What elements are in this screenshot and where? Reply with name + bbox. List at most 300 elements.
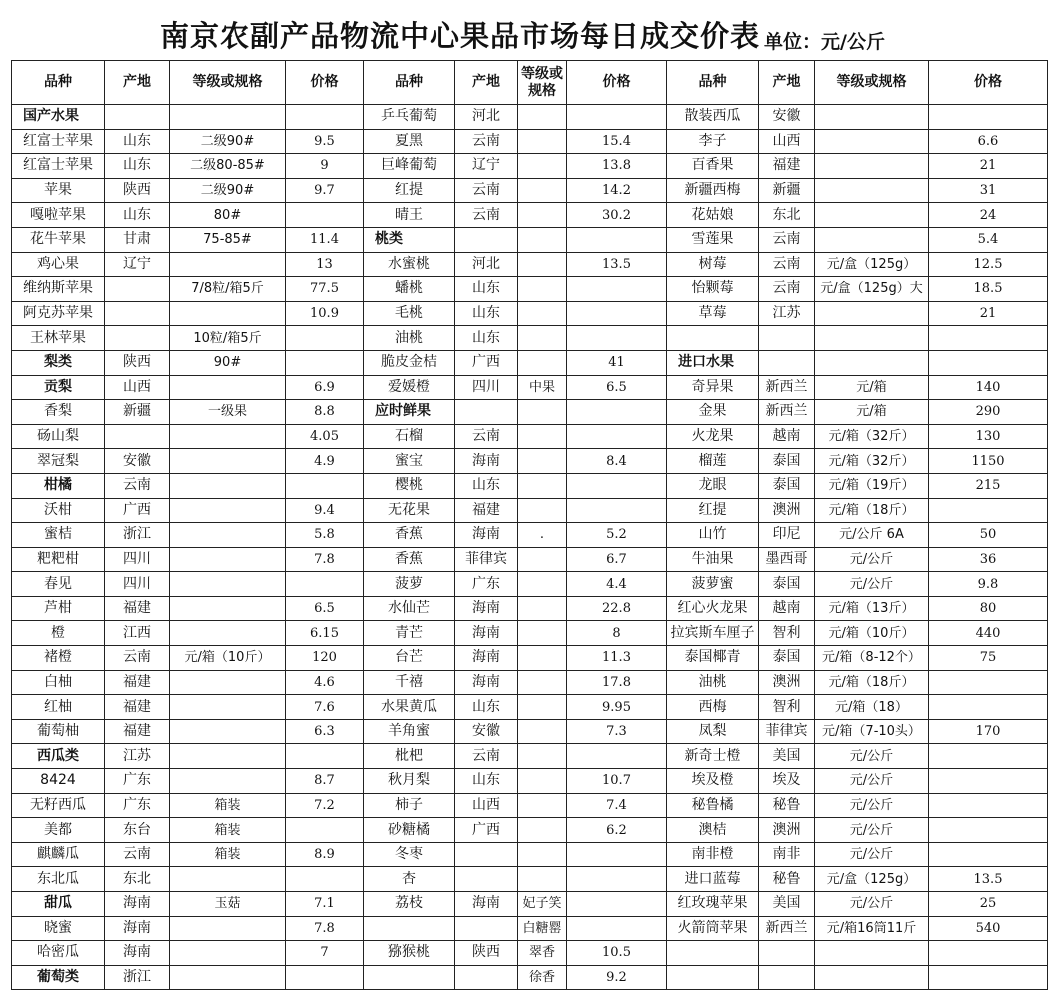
cell-spec	[815, 301, 929, 326]
cell-spec	[170, 719, 286, 744]
cell-price: 6.5	[567, 375, 667, 400]
cell-price: 30.2	[567, 203, 667, 228]
cell-name: 香蕉	[364, 547, 455, 572]
cell-price: 7	[286, 941, 364, 966]
cell-origin: 江苏	[759, 301, 815, 326]
cell-spec	[170, 941, 286, 966]
cell-spec	[815, 965, 929, 990]
cell-origin	[455, 867, 518, 892]
cell-origin: 山西	[105, 375, 170, 400]
table-row	[12, 842, 1048, 867]
cell-name: 沃柑	[12, 498, 105, 523]
cell-origin: 山东	[455, 326, 518, 351]
cell-origin: 海南	[455, 449, 518, 474]
cell-price	[567, 744, 667, 769]
cell-price: 6.5	[286, 596, 364, 621]
cell-price	[929, 695, 1048, 720]
cell-origin	[105, 424, 170, 449]
cell-origin: 陕西	[105, 178, 170, 203]
cell-spec	[518, 547, 567, 572]
cell-spec: 元/箱（32斤）	[815, 424, 929, 449]
cell-name: 维纳斯苹果	[12, 277, 105, 302]
column-header-origin: 产地	[105, 61, 170, 105]
cell-origin: 南非	[759, 842, 815, 867]
cell-price: 9	[286, 154, 364, 179]
cell-name	[364, 916, 455, 941]
cell-name: 苹果	[12, 178, 105, 203]
cell-price: 6.15	[286, 621, 364, 646]
cell-price: 140	[929, 375, 1048, 400]
cell-origin	[455, 965, 518, 990]
cell-origin: 云南	[455, 424, 518, 449]
table-row	[12, 867, 1048, 892]
cell-origin: 海南	[105, 892, 170, 917]
cell-spec: 元/盒（125g）	[815, 867, 929, 892]
cell-spec: 元/箱（19斤）	[815, 473, 929, 498]
cell-spec: 元/公斤 6A	[815, 523, 929, 548]
cell-spec: 二级80-85#	[170, 154, 286, 179]
table-row	[12, 449, 1048, 474]
cell-origin: 云南	[105, 646, 170, 671]
table-row	[12, 424, 1048, 449]
table-row	[12, 227, 1048, 252]
cell-origin: 云南	[759, 252, 815, 277]
cell-origin: 浙江	[105, 965, 170, 990]
cell-price	[929, 769, 1048, 794]
cell-name: 金果	[667, 400, 759, 425]
table-row	[12, 941, 1048, 966]
cell-price: 21	[929, 154, 1048, 179]
cell-spec: 二级90#	[170, 178, 286, 203]
cell-origin	[105, 326, 170, 351]
cell-spec	[518, 744, 567, 769]
cell-origin: 河北	[455, 252, 518, 277]
cell-name: 李子	[667, 129, 759, 154]
cell-spec: 中果	[518, 375, 567, 400]
cell-price: 10.7	[567, 769, 667, 794]
cell-name: 羊角蜜	[364, 719, 455, 744]
cell-price: 5.4	[929, 227, 1048, 252]
cell-name: 樱桃	[364, 473, 455, 498]
cell-name: 拉宾斯车厘子	[667, 621, 759, 646]
cell-spec	[815, 350, 929, 375]
cell-name: 红提	[364, 178, 455, 203]
cell-spec: 元/公斤	[815, 793, 929, 818]
cell-price: 80	[929, 596, 1048, 621]
cell-name: 橙	[12, 621, 105, 646]
cell-price	[567, 277, 667, 302]
category-name: 贡梨	[12, 375, 105, 400]
cell-spec	[170, 965, 286, 990]
cell-origin: 山东	[455, 277, 518, 302]
cell-price: 9.7	[286, 178, 364, 203]
cell-name: 水仙芒	[364, 596, 455, 621]
cell-name: 王林苹果	[12, 326, 105, 351]
cell-spec: 元/公斤	[815, 842, 929, 867]
cell-price	[286, 744, 364, 769]
cell-name: 火龙果	[667, 424, 759, 449]
table-row	[12, 916, 1048, 941]
category-name: 柑橘	[12, 473, 105, 498]
cell-price	[929, 350, 1048, 375]
cell-spec: 妃子笑	[518, 892, 567, 917]
cell-origin: 东北	[105, 867, 170, 892]
cell-price: 9.2	[567, 965, 667, 990]
cell-price: 15.4	[567, 129, 667, 154]
cell-origin: 云南	[455, 744, 518, 769]
category-name: 甜瓜	[12, 892, 105, 917]
cell-name: 晴王	[364, 203, 455, 228]
cell-origin: 海南	[105, 916, 170, 941]
cell-name: 冬枣	[364, 842, 455, 867]
cell-price: 4.05	[286, 424, 364, 449]
cell-origin: 辽宁	[455, 154, 518, 179]
cell-origin: 云南	[105, 842, 170, 867]
cell-name: 夏黑	[364, 129, 455, 154]
cell-name: 百香果	[667, 154, 759, 179]
cell-name: 脆皮金桔	[364, 350, 455, 375]
cell-name: 青芒	[364, 621, 455, 646]
cell-origin	[105, 301, 170, 326]
cell-name: 阿克苏苹果	[12, 301, 105, 326]
price-table	[11, 60, 1048, 990]
cell-spec	[815, 178, 929, 203]
cell-spec	[518, 252, 567, 277]
column-header-name: 品种	[667, 61, 759, 105]
cell-name: 巨峰葡萄	[364, 154, 455, 179]
cell-name: 水果黄瓜	[364, 695, 455, 720]
cell-spec: 10粒/箱5斤	[170, 326, 286, 351]
table-row	[12, 793, 1048, 818]
cell-origin: 广东	[105, 793, 170, 818]
cell-spec	[518, 227, 567, 252]
cell-spec	[518, 646, 567, 671]
cell-spec: 徐香	[518, 965, 567, 990]
cell-price: 13	[286, 252, 364, 277]
cell-spec	[518, 301, 567, 326]
cell-price: 10.5	[567, 941, 667, 966]
cell-spec: 元/箱	[815, 375, 929, 400]
cell-origin: 浙江	[105, 523, 170, 548]
cell-spec	[170, 424, 286, 449]
cell-name: 蜜宝	[364, 449, 455, 474]
cell-spec: 元/公斤	[815, 892, 929, 917]
cell-name: 蟠桃	[364, 277, 455, 302]
cell-spec: .	[518, 523, 567, 548]
cell-spec	[815, 105, 929, 130]
cell-price	[567, 301, 667, 326]
cell-origin: 海南	[455, 646, 518, 671]
cell-price: 120	[286, 646, 364, 671]
cell-name: 东北瓜	[12, 867, 105, 892]
cell-origin: 云南	[105, 473, 170, 498]
cell-origin: 福建	[105, 596, 170, 621]
column-header-price: 价格	[929, 61, 1048, 105]
cell-origin	[759, 350, 815, 375]
cell-origin: 山西	[759, 129, 815, 154]
cell-name: 新奇士橙	[667, 744, 759, 769]
cell-origin: 新西兰	[759, 375, 815, 400]
cell-spec	[170, 572, 286, 597]
cell-spec	[170, 670, 286, 695]
cell-name: 油桃	[667, 670, 759, 695]
cell-price: 31	[929, 178, 1048, 203]
cell-name	[667, 326, 759, 351]
cell-origin	[759, 941, 815, 966]
cell-spec: 玉菇	[170, 892, 286, 917]
cell-price	[929, 670, 1048, 695]
cell-spec	[518, 277, 567, 302]
table-row	[12, 473, 1048, 498]
cell-price: 7.1	[286, 892, 364, 917]
cell-origin: 海南	[455, 596, 518, 621]
cell-origin: 云南	[455, 129, 518, 154]
table-row	[12, 252, 1048, 277]
cell-price: 36	[929, 547, 1048, 572]
cell-name: 哈密瓜	[12, 941, 105, 966]
cell-origin: 新疆	[759, 178, 815, 203]
cell-origin: 新西兰	[759, 400, 815, 425]
cell-price: 6.2	[567, 818, 667, 843]
cell-price: 10.9	[286, 301, 364, 326]
table-row	[12, 154, 1048, 179]
cell-spec	[170, 301, 286, 326]
table-row	[12, 695, 1048, 720]
cell-spec: 90#	[170, 350, 286, 375]
cell-origin: 印尼	[759, 523, 815, 548]
cell-name: 凤梨	[667, 719, 759, 744]
cell-origin: 山东	[455, 301, 518, 326]
cell-spec	[518, 769, 567, 794]
cell-price: 8.7	[286, 769, 364, 794]
cell-origin: 海南	[455, 621, 518, 646]
category-name: 桃类	[364, 227, 455, 252]
column-header-name: 品种	[12, 61, 105, 105]
cell-spec	[170, 473, 286, 498]
cell-spec: 箱装	[170, 842, 286, 867]
cell-name: 西梅	[667, 695, 759, 720]
cell-price: 130	[929, 424, 1048, 449]
cell-origin: 海南	[455, 523, 518, 548]
cell-origin: 安徽	[455, 719, 518, 744]
cell-price: 9.4	[286, 498, 364, 523]
table-row	[12, 818, 1048, 843]
cell-origin: 泰国	[759, 572, 815, 597]
cell-origin: 越南	[759, 596, 815, 621]
cell-spec: 元/公斤	[815, 818, 929, 843]
cell-name: 芦柑	[12, 596, 105, 621]
cell-spec	[170, 375, 286, 400]
cell-spec	[170, 916, 286, 941]
price-table-body	[12, 61, 1048, 990]
cell-spec	[170, 105, 286, 130]
page-title: 南京农副产品物流中心果品市场每日成交价表	[160, 19, 761, 53]
cell-spec: 元/箱（10斤）	[815, 621, 929, 646]
cell-spec	[170, 449, 286, 474]
column-header-price: 价格	[286, 61, 364, 105]
cell-origin: 山西	[455, 793, 518, 818]
cell-price	[286, 350, 364, 375]
cell-price	[567, 424, 667, 449]
table-row	[12, 769, 1048, 794]
cell-price: 7.8	[286, 547, 364, 572]
cell-name: 红玫瑰苹果	[667, 892, 759, 917]
cell-name: 油桃	[364, 326, 455, 351]
cell-price	[567, 473, 667, 498]
cell-name: 晓蜜	[12, 916, 105, 941]
cell-name: 榴莲	[667, 449, 759, 474]
cell-origin: 广东	[455, 572, 518, 597]
category-name: 梨类	[12, 350, 105, 375]
cell-price: 6.9	[286, 375, 364, 400]
cell-origin: 辽宁	[105, 252, 170, 277]
cell-origin: 秘鲁	[759, 793, 815, 818]
table-row	[12, 744, 1048, 769]
column-header-spec: 等级或规格	[815, 61, 929, 105]
cell-price	[567, 105, 667, 130]
cell-price: 7.8	[286, 916, 364, 941]
cell-name: 怡颗莓	[667, 277, 759, 302]
table-row	[12, 105, 1048, 130]
cell-name: 红心火龙果	[667, 596, 759, 621]
cell-origin: 智利	[759, 621, 815, 646]
cell-name: 粑粑柑	[12, 547, 105, 572]
cell-name: 埃及橙	[667, 769, 759, 794]
table-row	[12, 350, 1048, 375]
cell-spec	[518, 326, 567, 351]
cell-spec: 元/箱（32斤）	[815, 449, 929, 474]
cell-origin: 云南	[759, 277, 815, 302]
cell-origin: 澳洲	[759, 498, 815, 523]
cell-price: 21	[929, 301, 1048, 326]
column-header-price: 价格	[567, 61, 667, 105]
cell-spec	[518, 670, 567, 695]
cell-origin: 菲律宾	[455, 547, 518, 572]
cell-name: 石榴	[364, 424, 455, 449]
column-header-origin: 产地	[455, 61, 518, 105]
cell-name: 猕猴桃	[364, 941, 455, 966]
category-name: 进口水果	[667, 350, 759, 375]
cell-name: 新疆西梅	[667, 178, 759, 203]
cell-spec: 元/箱16筒11斤	[815, 916, 929, 941]
cell-name: 砀山梨	[12, 424, 105, 449]
cell-name: 无花果	[364, 498, 455, 523]
cell-name: 鸡心果	[12, 252, 105, 277]
cell-price	[567, 842, 667, 867]
cell-price: 4.6	[286, 670, 364, 695]
cell-price: 4.4	[567, 572, 667, 597]
cell-name: 春见	[12, 572, 105, 597]
cell-origin: 河北	[455, 105, 518, 130]
cell-origin: 广东	[105, 769, 170, 794]
cell-name: 8424	[12, 769, 105, 794]
cell-name: 散装西瓜	[667, 105, 759, 130]
cell-spec: 元/盒（125g）	[815, 252, 929, 277]
cell-price: 5.8	[286, 523, 364, 548]
table-row	[12, 719, 1048, 744]
cell-name: 枇杷	[364, 744, 455, 769]
cell-origin: 福建	[105, 670, 170, 695]
cell-origin: 山东	[455, 769, 518, 794]
table-row	[12, 670, 1048, 695]
cell-spec: 元/箱（10斤）	[170, 646, 286, 671]
cell-spec	[518, 129, 567, 154]
cell-origin	[759, 326, 815, 351]
cell-name: 红富士苹果	[12, 129, 105, 154]
cell-name: 乒乓葡萄	[364, 105, 455, 130]
cell-spec: 75-85#	[170, 227, 286, 252]
cell-name: 白柚	[12, 670, 105, 695]
cell-spec: 80#	[170, 203, 286, 228]
cell-spec	[815, 203, 929, 228]
cell-price: 13.5	[929, 867, 1048, 892]
cell-origin: 新西兰	[759, 916, 815, 941]
table-row	[12, 203, 1048, 228]
table-row	[12, 277, 1048, 302]
cell-price: 440	[929, 621, 1048, 646]
cell-name: 进口蓝莓	[667, 867, 759, 892]
cell-origin: 广西	[455, 818, 518, 843]
cell-spec	[518, 400, 567, 425]
cell-name: 荔枝	[364, 892, 455, 917]
page-header	[0, 0, 1049, 58]
cell-origin: 四川	[105, 547, 170, 572]
cell-origin: 云南	[455, 178, 518, 203]
cell-spec: 7/8粒/箱5斤	[170, 277, 286, 302]
cell-spec	[815, 154, 929, 179]
cell-spec: 一级果	[170, 400, 286, 425]
cell-price	[929, 326, 1048, 351]
cell-spec	[170, 769, 286, 794]
cell-origin: 福建	[759, 154, 815, 179]
cell-price	[929, 965, 1048, 990]
cell-origin: 福建	[105, 695, 170, 720]
cell-name: 红富士苹果	[12, 154, 105, 179]
cell-spec	[518, 572, 567, 597]
cell-price: 4.9	[286, 449, 364, 474]
cell-origin: 秘鲁	[759, 867, 815, 892]
cell-price	[567, 892, 667, 917]
cell-spec: 元/箱（8-12个）	[815, 646, 929, 671]
cell-spec: 元/箱（18斤）	[815, 498, 929, 523]
cell-price: 13.5	[567, 252, 667, 277]
cell-price	[286, 326, 364, 351]
table-row	[12, 892, 1048, 917]
cell-name: 美都	[12, 818, 105, 843]
cell-price: 13.8	[567, 154, 667, 179]
cell-origin	[105, 105, 170, 130]
cell-origin	[455, 842, 518, 867]
cell-price: 50	[929, 523, 1048, 548]
column-header-spec: 等级或规格	[518, 61, 567, 105]
cell-spec: 元/公斤	[815, 572, 929, 597]
cell-price: 6.3	[286, 719, 364, 744]
cell-origin: 泰国	[759, 473, 815, 498]
cell-name	[667, 941, 759, 966]
cell-price: 75	[929, 646, 1048, 671]
cell-name: 水蜜桃	[364, 252, 455, 277]
cell-spec	[170, 547, 286, 572]
cell-price	[567, 867, 667, 892]
cell-origin: 陕西	[455, 941, 518, 966]
cell-name: 嘎啦苹果	[12, 203, 105, 228]
cell-spec	[518, 105, 567, 130]
cell-spec	[170, 867, 286, 892]
cell-spec: 元/盒（125g）大	[815, 277, 929, 302]
cell-spec	[518, 621, 567, 646]
cell-name: 菠萝	[364, 572, 455, 597]
column-header-spec: 等级或规格	[170, 61, 286, 105]
